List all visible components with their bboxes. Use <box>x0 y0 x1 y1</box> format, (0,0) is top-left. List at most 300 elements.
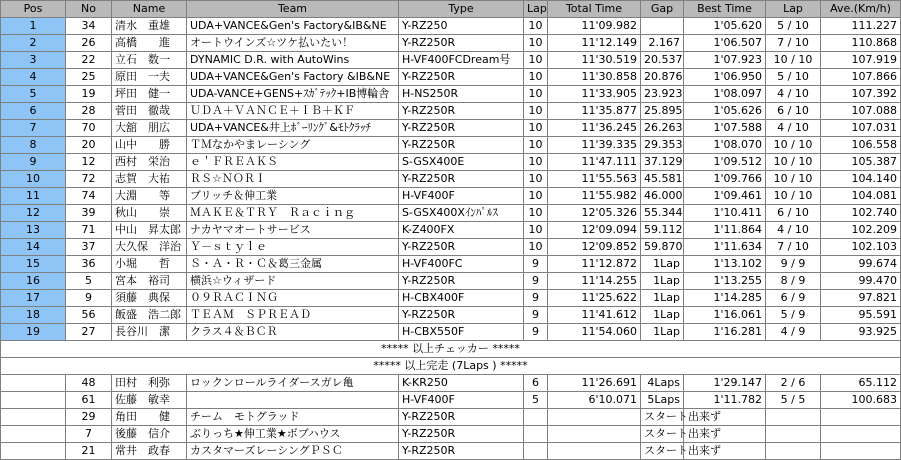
cell-name: 飯盛 浩二郎 <box>112 307 187 324</box>
cell-best-time: 1'11.782 <box>684 392 766 409</box>
cell-no: 19 <box>66 86 112 103</box>
cell-best-time: 1'09.766 <box>684 171 766 188</box>
table-row <box>1 86 901 103</box>
table-row <box>1 426 901 443</box>
cell-total-time: 11'30.858 <box>548 69 641 86</box>
cell-no: 29 <box>66 409 112 426</box>
cell-average-speed: 105.387 <box>821 154 901 171</box>
table-row <box>1 239 901 256</box>
cell-pos: 13 <box>1 222 66 239</box>
cell-lap <box>524 426 548 443</box>
cell-gap: 26.263 <box>641 120 684 137</box>
cell-average-speed: 93.925 <box>821 324 901 341</box>
cell-type: Y-RZ250R <box>399 273 524 290</box>
cell-gap: 59.870 <box>641 239 684 256</box>
header-name: Name <box>112 1 187 18</box>
header-total-time: Total Time <box>548 1 641 18</box>
cell-best-time: 1'16.281 <box>684 324 766 341</box>
table-row <box>1 69 901 86</box>
cell-lap: 10 <box>524 137 548 154</box>
cell-type: Y-RZ250 <box>399 18 524 35</box>
cell-name: 須藤 典保 <box>112 290 187 307</box>
cell-team: 横浜☆ウィザード <box>187 273 399 290</box>
cell-team: ナカヤマオートサービス <box>187 222 399 239</box>
cell-average-speed: 107.031 <box>821 120 901 137</box>
cell-type: Y-RZ250R <box>399 307 524 324</box>
cell-no: 26 <box>66 35 112 52</box>
cell-best-time: 1'08.070 <box>684 137 766 154</box>
finish-line <box>1 358 901 375</box>
results-body <box>1 18 901 460</box>
cell-average-speed: 99.470 <box>821 273 901 290</box>
cell-team: ＵＤＡ＋ＶＡＮＣＥ＋ＩＢ＋ＫＦ <box>187 103 399 120</box>
table-row <box>1 324 901 341</box>
cell-type: Y-RZ250R <box>399 171 524 188</box>
cell-lap: 9 <box>524 307 548 324</box>
cell-average-speed: 102.740 <box>821 205 901 222</box>
cell-name: 立石 数一 <box>112 52 187 69</box>
cell-type: Y-RZ250R <box>399 35 524 52</box>
table-row <box>1 188 901 205</box>
cell-type: K-KR250 <box>399 375 524 392</box>
cell-team: ロックンロールライダースガレ亀 <box>187 375 399 392</box>
cell-type: Y-RZ250R <box>399 137 524 154</box>
cell-gap: スタート出来ず <box>641 443 684 460</box>
cell-best-time: 1'13.255 <box>684 273 766 290</box>
cell-team: ＴＥＡＭ ＳＰＲＥＡＤ <box>187 307 399 324</box>
cell-no: 25 <box>66 69 112 86</box>
cell-name: 秋山 崇 <box>112 205 187 222</box>
cell-type: Y-RZ250R <box>399 103 524 120</box>
cell-type: H-NS250R <box>399 86 524 103</box>
cell-total-time: 11'09.982 <box>548 18 641 35</box>
table-row <box>1 290 901 307</box>
cell-name: 田村 利弥 <box>112 375 187 392</box>
cell-team: Ｓ・Ａ・Ｒ・Ｃ＆葛三金属 <box>187 256 399 273</box>
table-row <box>1 273 901 290</box>
cell-lap: 9 <box>524 290 548 307</box>
cell-name: 菅田 徹哉 <box>112 103 187 120</box>
cell-gap: 20.876 <box>641 69 684 86</box>
cell-best-lap: 5 / 9 <box>766 307 821 324</box>
cell-best-time: 1'16.061 <box>684 307 766 324</box>
cell-best-lap: 10 / 10 <box>766 154 821 171</box>
cell-gap: 46.000 <box>641 188 684 205</box>
cell-gap: 1Lap <box>641 324 684 341</box>
cell-no: 74 <box>66 188 112 205</box>
cell-pos: 2 <box>1 35 66 52</box>
header-best-time: Best Time <box>684 1 766 18</box>
table-row <box>1 103 901 120</box>
cell-gap: 1Lap <box>641 307 684 324</box>
cell-pos: 16 <box>1 273 66 290</box>
cell-team: クラス４＆ＢＣＲ <box>187 324 399 341</box>
cell-lap: 10 <box>524 103 548 120</box>
finish-line-text: ***** 以上完走 (7Laps ) ***** <box>1 358 901 375</box>
cell-type: H-VF400F <box>399 392 524 409</box>
cell-lap: 6 <box>524 375 548 392</box>
cell-name: 坪田 健一 <box>112 86 187 103</box>
cell-best-time: 1'29.147 <box>684 375 766 392</box>
cell-best-lap: 4 / 10 <box>766 222 821 239</box>
cell-best-time: 1'07.923 <box>684 52 766 69</box>
cell-lap: 10 <box>524 120 548 137</box>
cell-best-lap: 4 / 9 <box>766 324 821 341</box>
cell-gap: 25.895 <box>641 103 684 120</box>
cell-no: 5 <box>66 273 112 290</box>
cell-total-time <box>548 426 641 443</box>
cell-best-time: 1'05.620 <box>684 18 766 35</box>
cell-total-time: 11'55.563 <box>548 171 641 188</box>
cell-average-speed: 107.088 <box>821 103 901 120</box>
cell-pos: 5 <box>1 86 66 103</box>
table-row <box>1 375 901 392</box>
cell-total-time: 12'09.094 <box>548 222 641 239</box>
cell-team: Ｙ－ｓｔｙｌｅ <box>187 239 399 256</box>
cell-best-time: 1'10.411 <box>684 205 766 222</box>
cell-best-lap: 5 / 10 <box>766 69 821 86</box>
cell-name: 角田 健 <box>112 409 187 426</box>
cell-pos: 4 <box>1 69 66 86</box>
cell-best-time: 1'13.102 <box>684 256 766 273</box>
table-row <box>1 307 901 324</box>
cell-name: 常井 政春 <box>112 443 187 460</box>
cell-total-time: 6'10.071 <box>548 392 641 409</box>
cell-lap <box>524 409 548 426</box>
cell-lap: 9 <box>524 273 548 290</box>
cell-pos <box>1 426 66 443</box>
cell-type: H-CBX400F <box>399 290 524 307</box>
cell-average-speed: 104.081 <box>821 188 901 205</box>
header-pos: Pos <box>1 1 66 18</box>
cell-pos: 19 <box>1 324 66 341</box>
header-row <box>1 1 901 18</box>
cell-average-speed: 111.227 <box>821 18 901 35</box>
cell-average-speed: 102.103 <box>821 239 901 256</box>
cell-best-lap: 7 / 10 <box>766 239 821 256</box>
cell-no: 56 <box>66 307 112 324</box>
header-type: Type <box>399 1 524 18</box>
cell-team: ブリッチ＆伸工業 <box>187 188 399 205</box>
header-average-speed: Ave.(Km/h) <box>821 1 901 18</box>
cell-team: ぶりっち★伸工業★ボブハウス <box>187 426 399 443</box>
header-no: No <box>66 1 112 18</box>
cell-average-speed <box>821 426 901 443</box>
cell-no: 28 <box>66 103 112 120</box>
cell-total-time: 11'39.335 <box>548 137 641 154</box>
header-best-lap: Lap <box>766 1 821 18</box>
cell-average-speed <box>821 443 901 460</box>
cell-no: 20 <box>66 137 112 154</box>
cell-no: 71 <box>66 222 112 239</box>
cell-best-lap: 4 / 10 <box>766 120 821 137</box>
cell-average-speed: 97.821 <box>821 290 901 307</box>
cell-gap: 29.353 <box>641 137 684 154</box>
cell-gap: 1Lap <box>641 256 684 273</box>
cell-total-time: 11'55.982 <box>548 188 641 205</box>
table-row <box>1 256 901 273</box>
cell-gap: 45.581 <box>641 171 684 188</box>
cell-lap: 9 <box>524 256 548 273</box>
table-row <box>1 205 901 222</box>
cell-average-speed: 107.866 <box>821 69 901 86</box>
cell-team: ｅ＇ＦＲＥＡＫＳ <box>187 154 399 171</box>
cell-pos: 6 <box>1 103 66 120</box>
cell-gap: 5Laps <box>641 392 684 409</box>
cell-total-time: 11'35.877 <box>548 103 641 120</box>
cell-no: 37 <box>66 239 112 256</box>
cell-no: 48 <box>66 375 112 392</box>
cell-best-lap: 6 / 10 <box>766 103 821 120</box>
cell-average-speed: 102.209 <box>821 222 901 239</box>
cell-best-lap: 10 / 10 <box>766 188 821 205</box>
cell-total-time <box>548 443 641 460</box>
cell-lap: 10 <box>524 18 548 35</box>
cell-type: Y-RZ250R <box>399 409 524 426</box>
cell-team: UDA+VANCE&Gen's Factory&IB&NE <box>187 18 399 35</box>
cell-best-time: 1'14.285 <box>684 290 766 307</box>
table-row <box>1 154 901 171</box>
cell-name: 小堀 哲 <box>112 256 187 273</box>
cell-gap: 23.923 <box>641 86 684 103</box>
cell-pos: 8 <box>1 137 66 154</box>
cell-type: Y-RZ250R <box>399 120 524 137</box>
cell-average-speed <box>821 409 901 426</box>
cell-best-time: 1'11.864 <box>684 222 766 239</box>
cell-gap: 4Laps <box>641 375 684 392</box>
cell-gap: 2.167 <box>641 35 684 52</box>
cell-total-time: 12'09.852 <box>548 239 641 256</box>
checker-line-text: ***** 以上チェッカー ***** <box>1 341 901 358</box>
table-row <box>1 18 901 35</box>
cell-average-speed: 65.112 <box>821 375 901 392</box>
cell-type: Y-RZ250R <box>399 426 524 443</box>
cell-best-time: 1'09.461 <box>684 188 766 205</box>
cell-team: ＴＭなかやまレーシング <box>187 137 399 154</box>
header-lap: Lap <box>524 1 548 18</box>
cell-lap: 10 <box>524 188 548 205</box>
cell-name: 山中 勝 <box>112 137 187 154</box>
cell-pos <box>1 375 66 392</box>
cell-gap: スタート出来ず <box>641 426 684 443</box>
cell-pos: 7 <box>1 120 66 137</box>
cell-pos <box>1 392 66 409</box>
cell-team: UDA+VANCE&井上ﾎﾞｰﾘﾝｸﾞ&ﾓﾄｸﾗｯﾁ <box>187 120 399 137</box>
cell-name: 大淵 等 <box>112 188 187 205</box>
cell-pos: 18 <box>1 307 66 324</box>
table-row <box>1 222 901 239</box>
cell-team: チーム モトグラッド <box>187 409 399 426</box>
cell-best-time: 1'05.626 <box>684 103 766 120</box>
cell-best-time: 1'06.507 <box>684 35 766 52</box>
cell-pos: 3 <box>1 52 66 69</box>
table-row <box>1 35 901 52</box>
cell-best-lap: 5 / 10 <box>766 18 821 35</box>
cell-type: S-GSX400Xｲﾝﾊﾟﾙｽ <box>399 205 524 222</box>
cell-team: ＲＳ☆ＮＯＲＩ <box>187 171 399 188</box>
cell-pos <box>1 409 66 426</box>
cell-type: H-VF400FCDream号 <box>399 52 524 69</box>
cell-best-lap: 9 / 9 <box>766 256 821 273</box>
table-row <box>1 52 901 69</box>
cell-team <box>187 392 399 409</box>
cell-lap: 10 <box>524 222 548 239</box>
cell-lap: 10 <box>524 205 548 222</box>
cell-no: 7 <box>66 426 112 443</box>
cell-best-lap <box>766 426 821 443</box>
cell-average-speed: 110.868 <box>821 35 901 52</box>
cell-average-speed: 107.392 <box>821 86 901 103</box>
cell-team: UDA-VANCE+GENS+ｽｶﾞﾃｯｸ+IB博輪舎 <box>187 86 399 103</box>
cell-no: 61 <box>66 392 112 409</box>
cell-average-speed: 106.558 <box>821 137 901 154</box>
cell-no: 12 <box>66 154 112 171</box>
cell-average-speed: 100.683 <box>821 392 901 409</box>
cell-best-time: 1'09.512 <box>684 154 766 171</box>
cell-best-time: 1'08.097 <box>684 86 766 103</box>
cell-best-time: 1'06.950 <box>684 69 766 86</box>
cell-type: H-VF400FC <box>399 256 524 273</box>
cell-total-time: 12'05.326 <box>548 205 641 222</box>
cell-team: オートウインズ☆ツケ払いたい！ <box>187 35 399 52</box>
cell-average-speed: 107.919 <box>821 52 901 69</box>
cell-type: H-VF400F <box>399 188 524 205</box>
cell-total-time: 11'33.905 <box>548 86 641 103</box>
cell-best-time: 1'07.588 <box>684 120 766 137</box>
cell-average-speed: 99.674 <box>821 256 901 273</box>
cell-best-lap: 6 / 10 <box>766 205 821 222</box>
cell-no: 27 <box>66 324 112 341</box>
cell-type: H-CBX550F <box>399 324 524 341</box>
cell-pos <box>1 443 66 460</box>
cell-total-time: 11'12.872 <box>548 256 641 273</box>
cell-average-speed: 104.140 <box>821 171 901 188</box>
cell-best-lap: 7 / 10 <box>766 35 821 52</box>
cell-total-time: 11'47.111 <box>548 154 641 171</box>
cell-name: 志賀 大祐 <box>112 171 187 188</box>
cell-team: カスタマーズレーシングＰＳＣ <box>187 443 399 460</box>
cell-best-lap: 10 / 10 <box>766 52 821 69</box>
cell-name: 原田 一夫 <box>112 69 187 86</box>
cell-gap: 1Lap <box>641 290 684 307</box>
cell-team: ＭＡＫＥ＆ＴＲＹ Ｒａｃｉｎｇ <box>187 205 399 222</box>
cell-type: S-GSX400E <box>399 154 524 171</box>
cell-total-time <box>548 409 641 426</box>
table-row <box>1 171 901 188</box>
table-row <box>1 120 901 137</box>
cell-best-lap: 10 / 10 <box>766 137 821 154</box>
cell-gap: 1Lap <box>641 273 684 290</box>
cell-best-lap <box>766 443 821 460</box>
cell-no: 21 <box>66 443 112 460</box>
cell-gap: 55.344 <box>641 205 684 222</box>
table-row <box>1 392 901 409</box>
cell-gap: スタート出来ず <box>641 409 684 426</box>
cell-no: 72 <box>66 171 112 188</box>
cell-pos: 10 <box>1 171 66 188</box>
cell-pos: 9 <box>1 154 66 171</box>
cell-gap: 59.112 <box>641 222 684 239</box>
cell-name: 西村 栄治 <box>112 154 187 171</box>
checker-line <box>1 341 901 358</box>
cell-total-time: 11'26.691 <box>548 375 641 392</box>
header-team: Team <box>187 1 399 18</box>
cell-no: 22 <box>66 52 112 69</box>
cell-name: 高橋 進 <box>112 35 187 52</box>
cell-type: Y-RZ250R <box>399 239 524 256</box>
cell-no: 34 <box>66 18 112 35</box>
header-gap: Gap <box>641 1 684 18</box>
cell-team: ０９ＲＡＣＩＮＧ <box>187 290 399 307</box>
table-row <box>1 443 901 460</box>
cell-type: Y-RZ250R <box>399 69 524 86</box>
cell-pos: 17 <box>1 290 66 307</box>
cell-lap: 10 <box>524 239 548 256</box>
cell-name: 大舘 朋広 <box>112 120 187 137</box>
cell-lap: 10 <box>524 52 548 69</box>
cell-total-time: 11'25.622 <box>548 290 641 307</box>
cell-type: K-Z400FX <box>399 222 524 239</box>
cell-best-lap: 4 / 10 <box>766 86 821 103</box>
cell-total-time: 11'12.149 <box>548 35 641 52</box>
cell-best-lap: 6 / 9 <box>766 290 821 307</box>
cell-pos: 12 <box>1 205 66 222</box>
cell-average-speed: 95.591 <box>821 307 901 324</box>
cell-lap: 10 <box>524 171 548 188</box>
table-row <box>1 137 901 154</box>
cell-total-time: 11'14.255 <box>548 273 641 290</box>
cell-best-lap: 8 / 9 <box>766 273 821 290</box>
cell-lap: 10 <box>524 69 548 86</box>
cell-no: 39 <box>66 205 112 222</box>
cell-total-time: 11'30.519 <box>548 52 641 69</box>
cell-no: 36 <box>66 256 112 273</box>
cell-type: Y-RZ250R <box>399 443 524 460</box>
cell-gap: 37.129 <box>641 154 684 171</box>
cell-no: 9 <box>66 290 112 307</box>
cell-lap: 10 <box>524 86 548 103</box>
cell-gap <box>641 18 684 35</box>
cell-name: 中山 昇太郎 <box>112 222 187 239</box>
cell-team: DYNAMIC D.R. with AutoWins <box>187 52 399 69</box>
cell-team: UDA+VANCE&Gen's Factory &IB&NE <box>187 69 399 86</box>
cell-name: 長谷川 潔 <box>112 324 187 341</box>
cell-best-lap: 2 / 6 <box>766 375 821 392</box>
cell-no: 70 <box>66 120 112 137</box>
cell-lap: 9 <box>524 324 548 341</box>
cell-name: 清水 重雄 <box>112 18 187 35</box>
cell-lap: 10 <box>524 154 548 171</box>
cell-lap: 5 <box>524 392 548 409</box>
cell-best-time: 1'11.634 <box>684 239 766 256</box>
cell-name: 宮本 裕司 <box>112 273 187 290</box>
cell-lap <box>524 443 548 460</box>
cell-total-time: 11'41.612 <box>548 307 641 324</box>
cell-pos: 11 <box>1 188 66 205</box>
cell-pos: 15 <box>1 256 66 273</box>
cell-best-lap <box>766 409 821 426</box>
cell-gap: 20.537 <box>641 52 684 69</box>
cell-best-lap: 5 / 5 <box>766 392 821 409</box>
cell-pos: 14 <box>1 239 66 256</box>
cell-name: 後藤 信介 <box>112 426 187 443</box>
cell-best-lap: 10 / 10 <box>766 171 821 188</box>
cell-pos: 1 <box>1 18 66 35</box>
table-row <box>1 409 901 426</box>
cell-name: 大久保 洋治 <box>112 239 187 256</box>
cell-name: 佐藤 敏幸 <box>112 392 187 409</box>
cell-lap: 10 <box>524 35 548 52</box>
